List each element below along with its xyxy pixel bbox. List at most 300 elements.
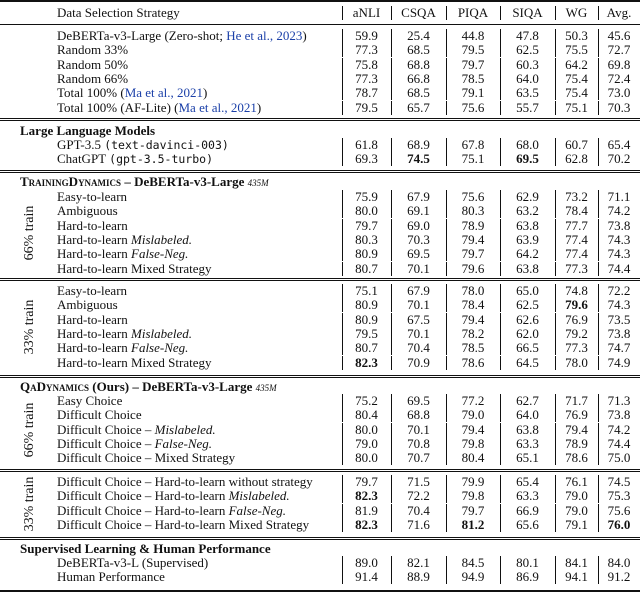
column-divider (555, 204, 556, 218)
row-label (57, 327, 192, 341)
table-cell: 79.1 (565, 516, 588, 532)
column-divider (500, 219, 501, 233)
table-cell: 75.6 (461, 99, 485, 115)
column-divider (555, 58, 556, 72)
table-cell: 47.8 (516, 28, 539, 43)
table-cell: 79.0 (565, 502, 588, 518)
table-cell: 72.4 (607, 70, 631, 86)
column-divider (446, 204, 447, 218)
column-divider (446, 262, 447, 276)
column-divider (555, 327, 556, 341)
table-rule (0, 469, 640, 470)
table-cell: 66.9 (516, 502, 539, 518)
table-cell: 70.3 (407, 231, 430, 247)
table-cell: 75.1 (565, 99, 588, 115)
group-label: 66% train (22, 402, 37, 458)
column-divider (446, 233, 447, 247)
table-cell: 68.0 (516, 137, 539, 152)
table-row (0, 356, 640, 370)
table-cell: 80.0 (355, 450, 378, 466)
table-row (0, 233, 640, 247)
column-divider (500, 489, 501, 503)
table-cell: 63.9 (516, 231, 539, 247)
column-divider (342, 394, 343, 408)
table-cell: 70.9 (407, 354, 430, 370)
table-row (0, 394, 640, 408)
label-text: Difficult Choice – Hard-to-learn without strategy (57, 474, 313, 489)
column-divider (598, 408, 599, 422)
table-cell: 62.9 (516, 189, 539, 204)
column-divider (555, 6, 556, 20)
column-divider (342, 437, 343, 451)
column-divider (342, 489, 343, 503)
label-text: (gpt-3.5-turbo) (109, 152, 213, 167)
column-divider (391, 58, 392, 72)
table-cell: 65.6 (516, 516, 539, 532)
label-text: Hard-to-learn (57, 311, 128, 327)
row-label (57, 437, 212, 451)
table-cell: 75.2 (355, 393, 378, 408)
column-divider (342, 6, 343, 20)
column-divider (342, 451, 343, 465)
table-cell: 71.3 (607, 393, 631, 408)
table-cell: 79.5 (355, 99, 378, 115)
column-divider (391, 313, 392, 327)
label-text: Human Performance (57, 569, 165, 585)
table-cell: 62.6 (516, 311, 539, 327)
row-label (57, 138, 229, 152)
table-cell: 67.5 (407, 311, 430, 327)
table-cell: 65.0 (516, 283, 539, 298)
table-row (0, 475, 640, 489)
column-divider (446, 356, 447, 370)
table-cell: 69.3 (355, 151, 378, 167)
table-cell: 74.7 (607, 340, 631, 356)
table-cell: 75.1 (461, 151, 485, 167)
row-label (57, 504, 286, 518)
table-cell: 62.8 (565, 151, 588, 167)
table-cell: 70.7 (407, 450, 430, 466)
table-cell: 73.8 (607, 407, 631, 423)
column-divider (391, 138, 392, 152)
table-row (0, 518, 640, 532)
row-label (57, 518, 309, 532)
table-cell: 73.0 (607, 85, 631, 101)
row-label (57, 313, 128, 327)
table-row (0, 504, 640, 518)
label-text: Difficult Choice – Hard-to-learn (57, 502, 229, 518)
table-cell: 80.7 (355, 260, 378, 276)
table-cell: 74.5 (607, 474, 631, 489)
table-cell: 77.4 (565, 246, 588, 262)
label-text: False-Neg. (154, 435, 213, 451)
column-divider (391, 284, 392, 298)
table-cell: 79.5 (461, 42, 485, 58)
table-rule (0, 278, 640, 279)
table-cell: 91.2 (607, 569, 631, 585)
table-cell: 79.8 (461, 435, 485, 451)
table-cell: 73.2 (565, 189, 588, 204)
table-cell: 69.8 (607, 56, 631, 72)
column-divider (342, 284, 343, 298)
column-divider (500, 58, 501, 72)
table-row (0, 556, 640, 570)
table-cell: 69.5 (407, 246, 430, 262)
column-divider (446, 556, 447, 570)
label-text: Difficult Choice – Hard-to-learn (57, 488, 229, 504)
column-divider (598, 313, 599, 327)
column-divider (598, 219, 599, 233)
table-cell: 75.9 (355, 189, 378, 204)
column-divider (500, 451, 501, 465)
table-cell: 63.2 (516, 203, 539, 219)
column-divider (598, 556, 599, 570)
table-cell: 76.9 (565, 311, 588, 327)
column-divider (342, 423, 343, 437)
citation-link[interactable]: Ma et al., 2021 (178, 99, 257, 115)
row-label (57, 451, 235, 465)
table-cell: 70.1 (407, 297, 430, 313)
column-divider (342, 152, 343, 166)
column-divider (446, 29, 447, 43)
table-cell: 71.1 (607, 189, 631, 204)
section-title-text (20, 124, 155, 138)
table-cell: 94.9 (461, 569, 485, 585)
table-cell: 77.3 (355, 42, 378, 58)
label-text: Mislabeled. (228, 488, 290, 504)
table-cell: 77.3 (355, 70, 378, 86)
column-divider (598, 356, 599, 370)
label-text: Random 50% (57, 56, 129, 72)
table-cell: 75.0 (607, 450, 631, 466)
column-divider (500, 247, 501, 261)
row-label (57, 101, 261, 115)
column-divider (391, 423, 392, 437)
table-cell: 69.0 (407, 217, 430, 233)
table-cell: 94.1 (565, 569, 588, 585)
column-divider (598, 29, 599, 43)
table-cell: 72.7 (607, 42, 631, 58)
table-cell: 88.9 (407, 569, 430, 585)
table-row (0, 190, 640, 204)
label-text: Difficult Choice – (57, 421, 155, 437)
column-divider (598, 43, 599, 57)
table-cell: 86.9 (516, 569, 539, 585)
table-cell: 64.0 (516, 70, 539, 86)
column-divider (342, 475, 343, 489)
column-divider (342, 247, 343, 261)
method-name: TrainingDynamics (20, 174, 122, 189)
table-cell: 60.3 (516, 56, 539, 72)
column-divider (555, 451, 556, 465)
label-text: Random 66% (57, 70, 129, 86)
column-divider (391, 408, 392, 422)
label-text: Difficult Choice – Hard-to-learn Mixed Strategy (57, 516, 310, 532)
label-text: (text-davinci-003) (104, 138, 229, 152)
column-divider (342, 72, 343, 86)
table-cell: 62.5 (516, 42, 539, 58)
group-label: 33% train (22, 476, 37, 532)
table-cell: 80.3 (461, 203, 485, 219)
column-divider (500, 86, 501, 100)
column-divider (555, 518, 556, 532)
table-cell: 79.0 (461, 407, 485, 423)
table-cell: 75.5 (565, 42, 588, 58)
column-divider (555, 138, 556, 152)
table-cell: 70.4 (407, 502, 430, 518)
table-cell: 78.9 (565, 435, 588, 451)
column-divider (342, 518, 343, 532)
label-text: Ambiguous (57, 297, 118, 313)
column-divider (446, 219, 447, 233)
column-header-strategy: Data Selection Strategy (57, 5, 180, 20)
table-cell: 79.8 (461, 488, 485, 504)
citation-link[interactable]: Ma et al., 2021 (124, 85, 204, 101)
column-divider (598, 475, 599, 489)
row-label (57, 58, 128, 72)
table-cell: 79.7 (461, 246, 485, 262)
table-row (0, 451, 640, 465)
column-divider (391, 204, 392, 218)
column-divider (500, 475, 501, 489)
table-cell: 67.9 (407, 283, 430, 298)
column-header: aNLI (352, 5, 381, 20)
column-divider (391, 489, 392, 503)
table-cell: 55.7 (516, 99, 539, 115)
column-divider (446, 86, 447, 100)
table-cell: 79.7 (461, 56, 485, 72)
label-text: ) (203, 85, 208, 101)
table-cell: 79.0 (355, 435, 378, 451)
column-divider (555, 101, 556, 115)
column-divider (500, 327, 501, 341)
table-cell: 62.0 (516, 325, 539, 341)
column-divider (598, 570, 599, 584)
column-divider (391, 43, 392, 57)
column-divider (391, 341, 392, 355)
column-divider (342, 262, 343, 276)
column-divider (598, 341, 599, 355)
column-divider (342, 356, 343, 370)
table-cell: 79.0 (565, 488, 588, 504)
table-cell: 70.8 (407, 435, 430, 451)
table-row (0, 570, 640, 584)
label-text: Total 100% (AF-Lite) ( (57, 99, 179, 115)
table-cell: 64.5 (516, 354, 539, 370)
label-text: Hard-to-learn (57, 217, 128, 233)
row-label (57, 204, 118, 218)
section-title-text (20, 175, 269, 190)
label-text: Difficult Choice – (57, 435, 155, 451)
table-cell: 68.5 (407, 42, 430, 58)
column-divider (342, 233, 343, 247)
table-cell: 74.2 (607, 203, 631, 219)
column-divider (555, 437, 556, 451)
table-rule (0, 170, 640, 171)
table-cell: 71.7 (565, 393, 588, 408)
table-cell: 80.3 (355, 231, 378, 247)
column-divider (598, 233, 599, 247)
table-cell: 78.0 (565, 354, 588, 370)
table-cell: 70.2 (607, 151, 631, 167)
column-divider (500, 43, 501, 57)
label-text: Mislabeled. (131, 231, 193, 247)
table-cell: 80.9 (355, 297, 378, 313)
column-divider (446, 43, 447, 57)
column-divider (391, 394, 392, 408)
column-divider (342, 86, 343, 100)
column-divider (598, 247, 599, 261)
column-divider (342, 327, 343, 341)
row-label (57, 152, 213, 166)
label-text: Hard-to-learn (57, 231, 131, 247)
column-divider (555, 408, 556, 422)
table-cell: 74.8 (565, 283, 588, 298)
table-cell: 89.0 (355, 555, 378, 570)
label-text: Easy Choice (57, 393, 123, 408)
column-divider (446, 101, 447, 115)
column-divider (598, 504, 599, 518)
table-cell: 78.6 (565, 450, 588, 466)
column-divider (391, 327, 392, 341)
table-cell: 72.2 (607, 283, 631, 298)
table-cell: 79.5 (355, 325, 378, 341)
row-label (57, 570, 165, 584)
column-divider (555, 489, 556, 503)
table-row (0, 408, 640, 422)
table-cell: 68.8 (407, 407, 430, 423)
column-divider (598, 101, 599, 115)
table-cell: 75.3 (607, 488, 631, 504)
column-divider (555, 190, 556, 204)
table-cell: 81.2 (461, 516, 485, 532)
section-title (0, 124, 640, 138)
column-divider (391, 233, 392, 247)
section-title (0, 380, 640, 394)
column-divider (598, 298, 599, 312)
column-divider (555, 570, 556, 584)
column-divider (342, 313, 343, 327)
column-divider (555, 298, 556, 312)
column-divider (555, 313, 556, 327)
model-size: 435M (255, 383, 277, 393)
table-rule (0, 377, 640, 378)
table-cell: 74.4 (607, 260, 631, 276)
table-row (0, 152, 640, 166)
column-divider (342, 204, 343, 218)
table-rule (0, 539, 640, 540)
table-cell: 65.7 (407, 99, 430, 115)
table-cell: 77.3 (565, 260, 588, 276)
column-divider (500, 356, 501, 370)
column-divider (555, 247, 556, 261)
column-divider (446, 58, 447, 72)
table-cell: 63.5 (516, 85, 539, 101)
table-cell: 63.3 (516, 488, 539, 504)
header-row (0, 6, 640, 20)
column-divider (598, 451, 599, 465)
column-divider (391, 298, 392, 312)
label-text: Hard-to-learn (57, 340, 131, 356)
row-label (57, 408, 142, 422)
table-cell: 77.3 (565, 340, 588, 356)
table-cell: 71.6 (407, 516, 430, 532)
column-divider (342, 190, 343, 204)
table-cell: 75.4 (565, 85, 588, 101)
table-cell: 79.4 (461, 231, 485, 247)
column-divider (598, 284, 599, 298)
citation-link[interactable]: He et al., 2023 (226, 28, 303, 43)
column-divider (391, 190, 392, 204)
column-divider (391, 475, 392, 489)
table-cell: 73.8 (607, 217, 631, 233)
column-divider (555, 233, 556, 247)
row-label (57, 298, 118, 312)
column-divider (555, 341, 556, 355)
column-divider (446, 570, 447, 584)
table-cell: 69.1 (407, 203, 430, 219)
column-divider (500, 152, 501, 166)
table-cell: 74.3 (607, 297, 631, 313)
table-cell: 73.8 (607, 325, 631, 341)
column-divider (598, 327, 599, 341)
table-cell: 80.0 (355, 421, 378, 437)
column-divider (598, 6, 599, 20)
label-text: False-Neg. (131, 246, 189, 262)
table-cell: 78.7 (355, 85, 378, 101)
column-divider (391, 29, 392, 43)
table-cell: 74.9 (607, 354, 631, 370)
table-cell: 70.4 (407, 340, 430, 356)
label-text: Mislabeled. (131, 325, 193, 341)
column-divider (500, 423, 501, 437)
table-cell: 74.4 (607, 435, 631, 451)
column-divider (598, 423, 599, 437)
table-rule (0, 471, 640, 472)
row-label (57, 247, 188, 261)
column-divider (555, 284, 556, 298)
label-text: Hard-to-learn Mixed Strategy (57, 354, 212, 370)
table-cell: 75.4 (565, 70, 588, 86)
table-cell: 65.4 (516, 474, 539, 489)
table-cell: 72.2 (407, 488, 430, 504)
group-label: 66% train (22, 205, 37, 261)
table-rule (0, 118, 640, 119)
row-label (57, 394, 122, 408)
group-label: 33% train (22, 299, 37, 355)
column-divider (342, 408, 343, 422)
column-divider (446, 408, 447, 422)
column-divider (391, 6, 392, 20)
column-header: CSQA (401, 5, 436, 20)
table-row (0, 219, 640, 233)
column-divider (500, 138, 501, 152)
table-cell: 62.5 (516, 297, 539, 313)
column-divider (500, 233, 501, 247)
column-divider (500, 72, 501, 86)
table-cell: 79.4 (565, 421, 588, 437)
table-cell: 79.7 (461, 502, 485, 518)
table-cell: 66.8 (407, 70, 430, 86)
table-row (0, 313, 640, 327)
column-divider (342, 58, 343, 72)
table-cell: 61.8 (355, 137, 378, 152)
column-divider (598, 138, 599, 152)
column-divider (391, 451, 392, 465)
table-row (0, 341, 640, 355)
table-cell: 73.5 (607, 311, 631, 327)
section-title (0, 175, 640, 189)
